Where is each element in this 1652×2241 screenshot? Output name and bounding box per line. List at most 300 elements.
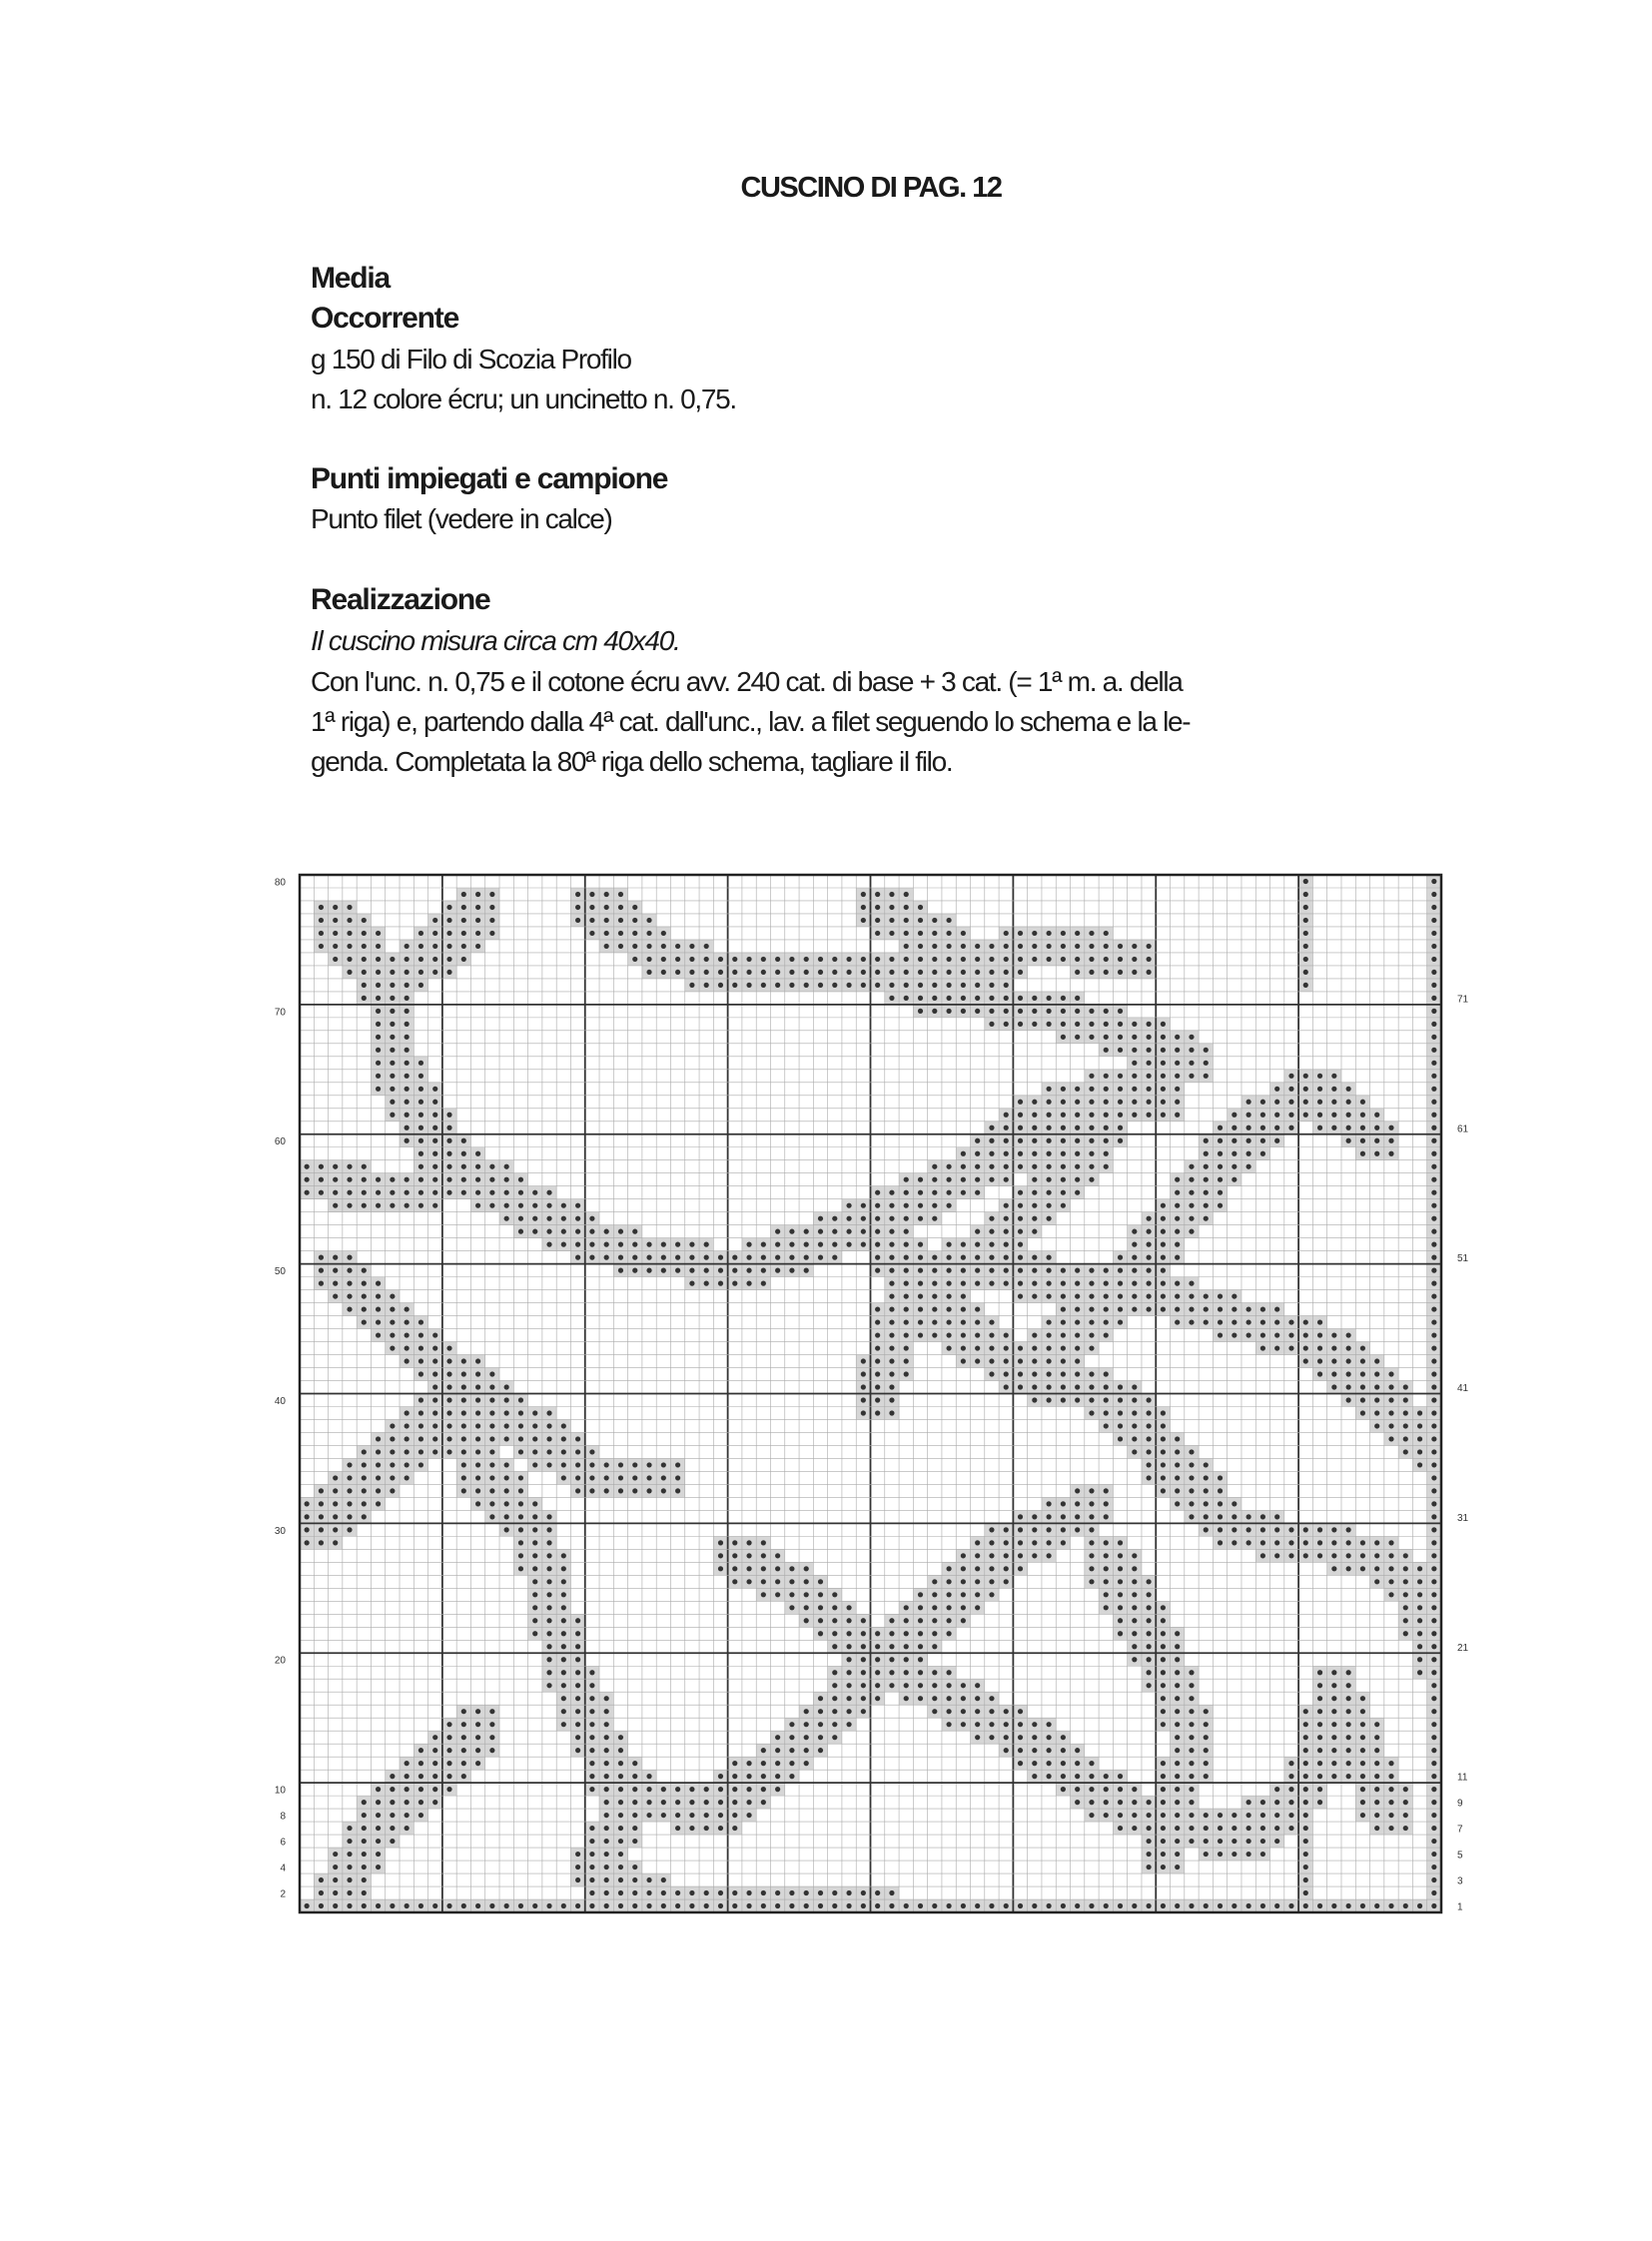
filled-cell-dot — [989, 1332, 994, 1337]
filled-cell-dot — [575, 1722, 580, 1727]
filled-cell-dot — [1403, 1605, 1408, 1610]
filled-cell-dot — [446, 1358, 451, 1363]
filled-cell-dot — [1075, 1190, 1080, 1195]
filled-cell-dot — [832, 1890, 837, 1895]
filled-cell-dot — [1204, 1813, 1209, 1818]
filled-cell-dot — [518, 1436, 523, 1441]
filled-cell-dot — [661, 1488, 666, 1493]
filled-cell-dot — [1331, 1553, 1336, 1558]
filled-cell-dot — [1147, 1113, 1152, 1118]
filled-cell-dot — [362, 957, 367, 962]
filled-cell-dot — [932, 931, 937, 936]
filled-cell-dot — [989, 1009, 994, 1014]
filled-cell-dot — [1431, 1164, 1436, 1169]
filled-cell-dot — [889, 1670, 894, 1675]
filled-cell-dot — [504, 1514, 509, 1519]
filled-cell-dot — [604, 1903, 609, 1908]
filled-cell-dot — [1360, 1125, 1365, 1130]
filled-cell-dot — [1089, 1009, 1094, 1014]
filled-cell-dot — [1161, 1488, 1166, 1493]
filled-cell-dot — [1431, 1903, 1436, 1908]
filled-cell-dot — [961, 983, 966, 988]
filled-cell-dot — [432, 1138, 437, 1143]
filled-cell-dot — [1018, 1748, 1023, 1753]
filled-cell-dot — [1232, 1138, 1237, 1143]
filled-cell-dot — [489, 1903, 494, 1908]
filled-cell-dot — [1132, 1255, 1137, 1260]
filled-cell-dot — [489, 1735, 494, 1740]
filled-cell-dot — [561, 1462, 566, 1467]
filled-cell-dot — [532, 1229, 537, 1234]
filled-cell-dot — [989, 970, 994, 975]
filled-cell-dot — [446, 1423, 451, 1428]
filled-cell-dot — [1089, 1813, 1094, 1818]
filled-cell-dot — [1118, 944, 1123, 949]
filled-cell-dot — [1431, 996, 1436, 1001]
filled-cell-dot — [946, 983, 951, 988]
filled-cell-dot — [418, 1332, 423, 1337]
filled-cell-dot — [461, 1397, 466, 1402]
filled-cell-dot — [1218, 1514, 1223, 1519]
filled-cell-dot — [1403, 1813, 1408, 1818]
filled-cell-dot — [1118, 1125, 1123, 1130]
filled-cell-dot — [989, 1696, 994, 1701]
filled-cell-dot — [1274, 1527, 1279, 1532]
filled-cell-dot — [405, 983, 410, 988]
filled-cell-dot — [446, 1345, 451, 1350]
filled-cell-dot — [589, 1735, 594, 1740]
filled-cell-dot — [904, 1618, 909, 1623]
filled-cell-dot — [1204, 1203, 1209, 1208]
filled-cell-dot — [989, 1345, 994, 1350]
filled-cell-dot — [875, 1397, 880, 1402]
filled-cell-dot — [1161, 1839, 1166, 1844]
filled-cell-dot — [1147, 1903, 1152, 1908]
filled-cell-dot — [1132, 1048, 1137, 1053]
filled-cell-dot — [1175, 1203, 1180, 1208]
materials-line: g 150 di Filo di Scozia Profilo — [311, 344, 631, 374]
filled-cell-dot — [1147, 1826, 1152, 1831]
filled-cell-dot — [1204, 1761, 1209, 1766]
filled-cell-dot — [1431, 1579, 1436, 1584]
filled-cell-dot — [918, 1592, 923, 1597]
filled-cell-dot — [1403, 1800, 1408, 1805]
filled-cell-dot — [746, 1566, 751, 1571]
filled-cell-dot — [1061, 1514, 1066, 1519]
filled-cell-dot — [1431, 1839, 1436, 1844]
filled-cell-dot — [461, 1761, 466, 1766]
filled-cell-dot — [475, 1449, 480, 1454]
filled-cell-dot — [1232, 1306, 1237, 1311]
filled-cell-dot — [732, 957, 737, 962]
filled-cell-dot — [347, 970, 352, 975]
filled-cell-dot — [504, 1203, 509, 1208]
filled-cell-dot — [1360, 1410, 1365, 1415]
filled-cell-dot — [1417, 1592, 1422, 1597]
filled-cell-dot — [846, 1631, 851, 1636]
filled-cell-dot — [418, 1410, 423, 1415]
filled-cell-dot — [362, 983, 367, 988]
filled-cell-dot — [1118, 1293, 1123, 1298]
filled-cell-dot — [1431, 1113, 1436, 1118]
filled-cell-dot — [446, 1384, 451, 1389]
filled-cell-dot — [1132, 944, 1137, 949]
filled-cell-dot — [975, 1190, 980, 1195]
filled-cell-dot — [704, 1800, 709, 1805]
filled-cell-dot — [1360, 1397, 1365, 1402]
filled-cell-dot — [918, 1618, 923, 1623]
filled-cell-dot — [1204, 1722, 1209, 1727]
filled-cell-dot — [1118, 1048, 1123, 1053]
filled-cell-dot — [1161, 1410, 1166, 1415]
filled-cell-dot — [489, 1722, 494, 1727]
filled-cell-dot — [475, 1501, 480, 1506]
filled-cell-dot — [1089, 1371, 1094, 1376]
filled-cell-dot — [1046, 1735, 1051, 1740]
filled-cell-dot — [1431, 1100, 1436, 1105]
filled-cell-dot — [1303, 1709, 1308, 1714]
filled-cell-dot — [418, 1100, 423, 1105]
filled-cell-dot — [604, 931, 609, 936]
filled-cell-dot — [432, 1164, 437, 1169]
filled-cell-dot — [390, 1061, 395, 1066]
filled-cell-dot — [1303, 1332, 1308, 1337]
filled-cell-dot — [1204, 1216, 1209, 1221]
filled-cell-dot — [575, 1644, 580, 1649]
filled-cell-dot — [975, 970, 980, 975]
filled-cell-dot — [918, 944, 923, 949]
filled-cell-dot — [1417, 1644, 1422, 1649]
filled-cell-dot — [362, 1319, 367, 1324]
filled-cell-dot — [904, 1631, 909, 1636]
filled-cell-dot — [1061, 931, 1066, 936]
filled-cell-dot — [1374, 1113, 1379, 1118]
filled-cell-dot — [1118, 1813, 1123, 1818]
filled-cell-dot — [1089, 1397, 1094, 1402]
filled-cell-dot — [604, 1877, 609, 1882]
filled-cell-dot — [362, 1449, 367, 1454]
filled-cell-dot — [504, 1475, 509, 1480]
filled-cell-dot — [675, 1826, 680, 1831]
filled-cell-dot — [818, 1735, 823, 1740]
filled-cell-dot — [875, 957, 880, 962]
filled-cell-dot — [347, 1890, 352, 1895]
filled-cell-dot — [1161, 1800, 1166, 1805]
filled-cell-dot — [789, 957, 794, 962]
filled-cell-dot — [1175, 1865, 1180, 1869]
filled-cell-dot — [1374, 1774, 1379, 1779]
filled-cell-dot — [761, 1787, 766, 1792]
filled-cell-dot — [1075, 1397, 1080, 1402]
filled-cell-dot — [561, 1436, 566, 1441]
filled-cell-dot — [1317, 1553, 1322, 1558]
filled-cell-dot — [1331, 1683, 1336, 1688]
filled-cell-dot — [405, 1009, 410, 1014]
filled-cell-dot — [818, 1890, 823, 1895]
filled-cell-dot — [704, 1281, 709, 1286]
filled-cell-dot — [475, 931, 480, 936]
filled-cell-dot — [1374, 1410, 1379, 1415]
filled-cell-dot — [975, 1164, 980, 1169]
filled-cell-dot — [904, 931, 909, 936]
filled-cell-dot — [1075, 944, 1080, 949]
filled-cell-dot — [889, 1306, 894, 1311]
filled-cell-dot — [904, 1203, 909, 1208]
filled-cell-dot — [1104, 1501, 1109, 1506]
filled-cell-dot — [347, 1839, 352, 1844]
filled-cell-dot — [732, 1579, 737, 1584]
filled-cell-dot — [319, 1488, 324, 1493]
filled-cell-dot — [1061, 996, 1066, 1001]
filled-cell-dot — [1018, 1255, 1023, 1260]
filled-cell-dot — [1089, 944, 1094, 949]
filled-cell-dot — [1232, 1903, 1237, 1908]
filled-cell-dot — [1104, 1423, 1109, 1428]
filled-cell-dot — [1274, 1125, 1279, 1130]
filled-cell-dot — [975, 1151, 980, 1156]
filled-cell-dot — [376, 1839, 381, 1844]
filled-cell-dot — [518, 1229, 523, 1234]
filled-cell-dot — [1004, 1177, 1009, 1182]
filled-cell-dot — [1161, 1709, 1166, 1714]
filled-cell-dot — [875, 1190, 880, 1195]
filled-cell-dot — [904, 1293, 909, 1298]
filled-cell-dot — [1303, 1722, 1308, 1727]
filled-cell-dot — [1061, 1345, 1066, 1350]
filled-cell-dot — [1175, 1852, 1180, 1857]
filled-cell-dot — [532, 1553, 537, 1558]
filled-cell-dot — [1346, 1125, 1351, 1130]
filled-cell-dot — [1147, 1074, 1152, 1079]
filled-cell-dot — [319, 1501, 324, 1506]
filled-cell-dot — [818, 1722, 823, 1727]
filled-cell-dot — [418, 1345, 423, 1350]
filled-cell-dot — [946, 1255, 951, 1260]
filled-cell-dot — [1018, 1735, 1023, 1740]
filled-cell-dot — [1061, 1113, 1066, 1118]
filled-cell-dot — [1260, 1125, 1265, 1130]
filled-cell-dot — [1431, 1358, 1436, 1363]
filled-cell-dot — [746, 983, 751, 988]
filled-cell-dot — [818, 1903, 823, 1908]
materials-heading: Occorrente — [311, 302, 459, 335]
filled-cell-dot — [1075, 1787, 1080, 1792]
filled-cell-dot — [761, 1242, 766, 1247]
filled-cell-dot — [1303, 918, 1308, 923]
filled-cell-dot — [1104, 944, 1109, 949]
filled-cell-dot — [1232, 1164, 1237, 1169]
filled-cell-dot — [961, 1618, 966, 1623]
filled-cell-dot — [390, 1203, 395, 1208]
filled-cell-dot — [1246, 1514, 1251, 1519]
filled-cell-dot — [975, 983, 980, 988]
filled-cell-dot — [1046, 1203, 1051, 1208]
filled-cell-dot — [804, 1709, 809, 1714]
filled-cell-dot — [1232, 1177, 1237, 1182]
filled-cell-dot — [1388, 1553, 1393, 1558]
filled-cell-dot — [689, 1242, 694, 1247]
filled-cell-dot — [1075, 1281, 1080, 1286]
filled-cell-dot — [1104, 1410, 1109, 1415]
filled-cell-dot — [875, 892, 880, 897]
filled-cell-dot — [989, 1177, 994, 1182]
filled-cell-dot — [718, 1566, 723, 1571]
filled-cell-dot — [305, 1514, 310, 1519]
filled-cell-dot — [1075, 1035, 1080, 1040]
filled-cell-dot — [1303, 1553, 1308, 1558]
filled-cell-dot — [961, 1009, 966, 1014]
filled-cell-dot — [319, 931, 324, 936]
filled-cell-dot — [1004, 1229, 1009, 1234]
filled-cell-dot — [675, 1255, 680, 1260]
filled-cell-dot — [461, 1410, 466, 1415]
filled-cell-dot — [575, 1242, 580, 1247]
filled-cell-dot — [618, 1800, 623, 1805]
filled-cell-dot — [1161, 1852, 1166, 1857]
filled-cell-dot — [1061, 1384, 1066, 1389]
filled-cell-dot — [390, 983, 395, 988]
filled-cell-dot — [489, 1462, 494, 1467]
filled-cell-dot — [675, 1903, 680, 1908]
filled-cell-dot — [1147, 944, 1152, 949]
filled-cell-dot — [875, 1696, 880, 1701]
filled-cell-dot — [1132, 1022, 1137, 1027]
filled-cell-dot — [1089, 1540, 1094, 1545]
filled-cell-dot — [1317, 1761, 1322, 1766]
filled-cell-dot — [904, 892, 909, 897]
filled-cell-dot — [1004, 1203, 1009, 1208]
filled-cell-dot — [390, 1787, 395, 1792]
filled-cell-dot — [432, 1436, 437, 1441]
filled-cell-dot — [362, 1800, 367, 1805]
filled-cell-dot — [575, 1216, 580, 1221]
filled-cell-dot — [1260, 1345, 1265, 1350]
filled-cell-dot — [1104, 1281, 1109, 1286]
filled-cell-dot — [418, 1164, 423, 1169]
filled-cell-dot — [1061, 1371, 1066, 1376]
filled-cell-dot — [405, 1813, 410, 1818]
filled-cell-dot — [1260, 1100, 1265, 1105]
filled-cell-dot — [1175, 1319, 1180, 1324]
filled-cell-dot — [989, 1281, 994, 1286]
filled-cell-dot — [704, 983, 709, 988]
filled-cell-dot — [362, 1514, 367, 1519]
filled-cell-dot — [1018, 1216, 1023, 1221]
filled-cell-dot — [432, 1735, 437, 1740]
filled-cell-dot — [1403, 1423, 1408, 1428]
filled-cell-dot — [390, 1306, 395, 1311]
filled-cell-dot — [1403, 1592, 1408, 1597]
filled-cell-dot — [1175, 1839, 1180, 1844]
filled-cell-dot — [1018, 1566, 1023, 1571]
filled-cell-dot — [1004, 1125, 1009, 1130]
row-label-right: 21 — [1457, 1642, 1469, 1654]
filled-cell-dot — [718, 1774, 723, 1779]
filled-cell-dot — [1189, 1670, 1194, 1675]
filled-cell-dot — [832, 1670, 837, 1675]
filled-cell-dot — [432, 1190, 437, 1195]
instructions-heading: Realizzazione — [311, 583, 490, 616]
filled-cell-dot — [1061, 1306, 1066, 1311]
filled-cell-dot — [1175, 1035, 1180, 1040]
filled-cell-dot — [1360, 1345, 1365, 1350]
row-label-left: 50 — [274, 1266, 286, 1278]
filled-cell-dot — [347, 944, 352, 949]
filled-cell-dot — [1132, 1657, 1137, 1662]
filled-cell-dot — [604, 1852, 609, 1857]
filled-cell-dot — [1346, 1774, 1351, 1779]
filled-cell-dot — [1175, 1696, 1180, 1701]
filled-cell-dot — [1089, 1410, 1094, 1415]
filled-cell-dot — [846, 1696, 851, 1701]
filled-cell-dot — [1175, 1670, 1180, 1675]
filled-cell-dot — [1147, 1670, 1152, 1675]
filled-cell-dot — [1075, 1358, 1080, 1363]
filled-cell-dot — [446, 1125, 451, 1130]
filled-cell-dot — [932, 1293, 937, 1298]
filled-cell-dot — [989, 1566, 994, 1571]
filled-cell-dot — [961, 1190, 966, 1195]
filled-cell-dot — [961, 1709, 966, 1714]
filled-cell-dot — [718, 1787, 723, 1792]
filled-cell-dot — [746, 1255, 751, 1260]
filled-cell-dot — [575, 1488, 580, 1493]
filled-cell-dot — [1089, 1074, 1094, 1079]
filled-cell-dot — [1431, 1022, 1436, 1027]
filled-cell-dot — [461, 892, 466, 897]
filled-cell-dot — [618, 1839, 623, 1844]
filled-cell-dot — [646, 957, 651, 962]
filled-cell-dot — [418, 1800, 423, 1805]
filled-cell-dot — [376, 1087, 381, 1092]
filled-cell-dot — [461, 1774, 466, 1779]
filled-cell-dot — [376, 1865, 381, 1869]
filled-cell-dot — [589, 1903, 594, 1908]
filled-cell-dot — [1204, 1839, 1209, 1844]
filled-cell-dot — [376, 1501, 381, 1506]
filled-cell-dot — [1189, 1696, 1194, 1701]
filled-cell-dot — [1032, 1177, 1037, 1182]
filled-cell-dot — [1075, 1488, 1080, 1493]
filled-cell-dot — [446, 1113, 451, 1118]
filled-cell-dot — [475, 1475, 480, 1480]
filled-cell-dot — [961, 1242, 966, 1247]
filled-cell-dot — [946, 1618, 951, 1623]
filled-cell-dot — [975, 1319, 980, 1324]
filled-cell-dot — [405, 1138, 410, 1143]
filled-cell-dot — [1089, 1774, 1094, 1779]
filled-cell-dot — [1175, 1255, 1180, 1260]
filled-cell-dot — [418, 983, 423, 988]
filled-cell-dot — [446, 1774, 451, 1779]
filled-cell-dot — [589, 1748, 594, 1753]
filled-cell-dot — [632, 918, 637, 923]
filled-cell-dot — [746, 1281, 751, 1286]
filled-cell-dot — [1061, 1281, 1066, 1286]
filled-cell-dot — [1431, 1306, 1436, 1311]
filled-cell-dot — [1018, 1022, 1023, 1027]
filled-cell-dot — [975, 1566, 980, 1571]
filled-cell-dot — [376, 1787, 381, 1792]
filled-cell-dot — [1061, 1125, 1066, 1130]
filled-cell-dot — [461, 1423, 466, 1428]
filled-cell-dot — [1374, 1800, 1379, 1805]
filled-cell-dot — [746, 1800, 751, 1805]
filled-cell-dot — [390, 1022, 395, 1027]
filled-cell-dot — [546, 1631, 551, 1636]
filled-cell-dot — [1018, 1009, 1023, 1014]
filled-cell-dot — [1218, 1540, 1223, 1545]
